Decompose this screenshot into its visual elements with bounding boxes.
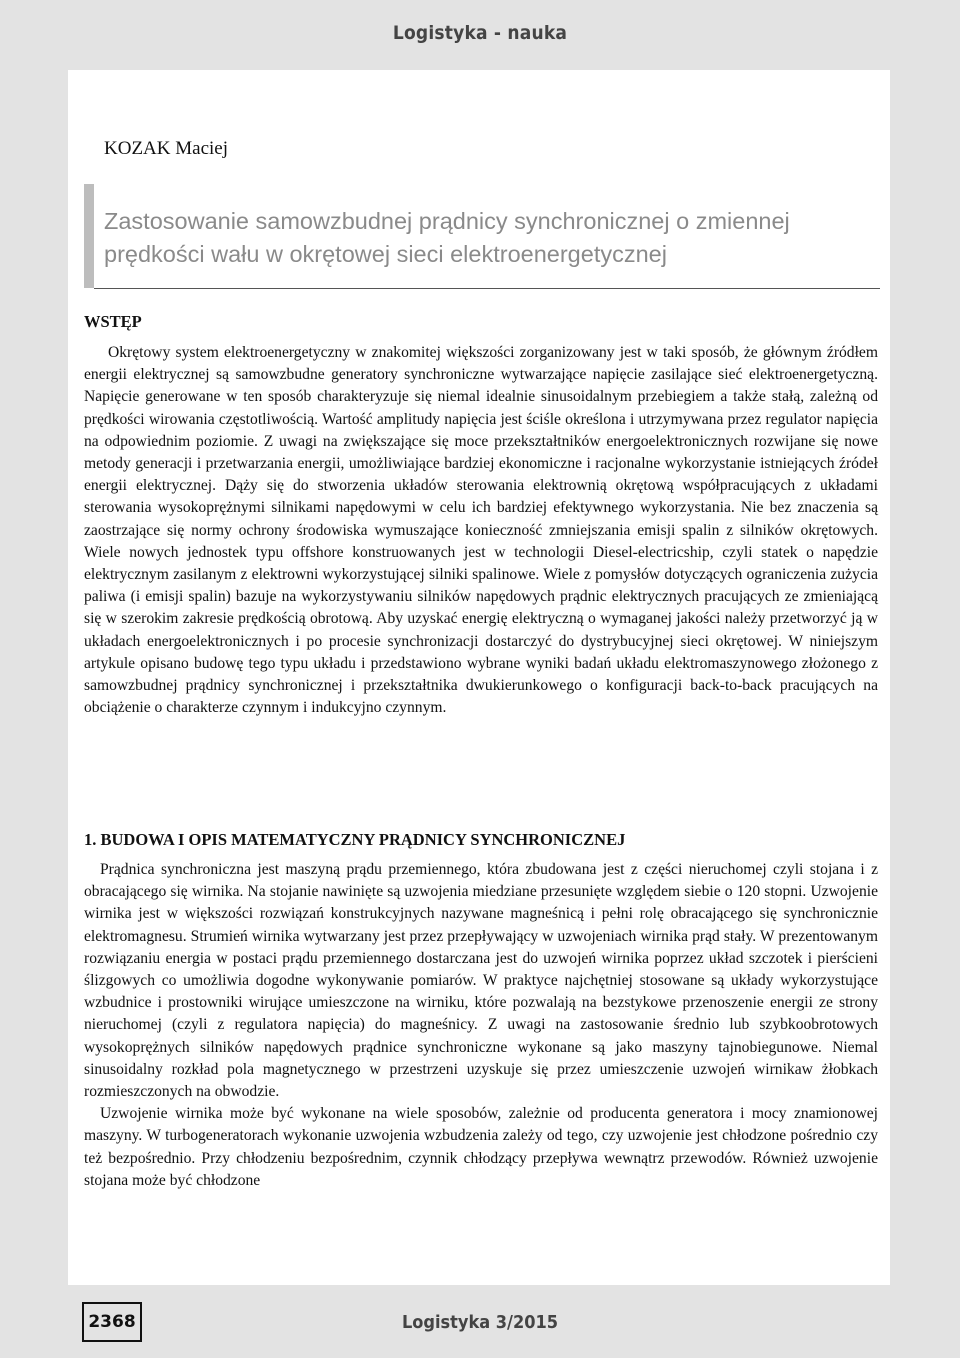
running-header: Logistyka - nauka bbox=[392, 22, 568, 44]
journal-footer: Logistyka 3/2015 bbox=[401, 1312, 559, 1333]
section-1-body bbox=[84, 859, 878, 1192]
section-1-heading: 1. BUDOWA I OPIS MATEMATYCZNY PRĄDNICY SYNCHRONICZNEJ bbox=[84, 830, 626, 849]
page-number: 2368 bbox=[82, 1302, 142, 1342]
intro-paragraph: Okrętowy system elektroenergetyczny w znakomitej większości zorganizowany jest w taki sposób, że głównym źródłem energii elektrycznej są samowzbudne generatory synchroniczne wytwarzające napięcie zasilające sieć elektroenergetyczną. Napięcie generowane w ten sposób charakteryzuje się niemal idealnie sinusoidalnym przebiegiem a także stałą, zależną od prędkości wirowania częstotliwością. Wartość amplitudy napięcia jest ściśle określona i utrzymywana przez regulator napięcia na odpowiednim poziomie. Z uwagi na zwiększające się moce przekształtników energoelektronicznych rozwijane się nowe metody generacji i przetwarzania energii, umożliwiające bardziej ekonomiczne i racjonalne wykorzystanie istniejących źródeł energii elektrycznej. Dąży się do stworzenia układów sterowania elektrownią okrętową współpracujących z układami sterowania wysokoprężnymi silnikami napędowymi w celu ich bardziej efektywnego wykorzystania. Nie bez znaczenia są zaostrzające się normy ochrony środowiska wymuszające konieczność zmniejszania emisji spalin z silników okrętowych. Wiele nowych jednostek typu offshore konstruowanych jest w technologii Diesel-electricship, czyli statek o napędzie elektrycznym zasilanym z elektrowni wykorzystującej silniki spalinowe. Wiele z pomysłów dotyczących ograniczenia zużycia paliwa (i emisji spalin) bazuje na wykorzystywaniu silników napędowych prądnic elektrycznych pracujących ze zmieniającą się w szerokim zakresie prędkością obrotową. Aby uzyskać energię elektryczną o wymaganej jakości należy przetworzyć ją w układach energoelektronicznych i po procesie synchronizacji dostarczyć do dystrybucyjnej sieci okrętowej. W niniejszym artykule opisano budowę tego typu układu i przedstawiono wybrane wyniki badań układu elektromaszynowego złożonego z samowzbudnej prądnicy synchronicznej i przekształtnika dwukierunkowego o konfiguracji back-to-back pracujących na obciążenie o charakterze czynnym i indukcyjno czynnym. bbox=[84, 344, 878, 717]
intro-section bbox=[84, 342, 878, 719]
title-accent-bar bbox=[84, 184, 94, 288]
section-1-paragraph-2: Uzwojenie wirnika może być wykonane na wiele sposobów, zależnie od producenta generatora i mocy znamionowej maszyny. W turbogeneratorach wykonanie uzwojenia wzbudzenia zależy od tego, czy uzwojenie jest chłodzone pośrednio czy też bezpośrednio. Przy chłodzeniu bezpośrednim, czynnik chłodzący przepływa wewnątrz przewodów. Również uzwojenie stojana może być chłodzone bbox=[84, 1105, 878, 1189]
author-name: KOZAK Maciej bbox=[104, 138, 228, 159]
section-1-paragraph-1: Prądnica synchroniczna jest maszyną prądu przemiennego, która zbudowana jest z części nieruchomej czyli stojana i z obracającego się wirnika. Na stojanie nawinięte są uzwojenia miedziane przesunięte względem siebie o 120 stopni. Uzwojenie wirnika jest w większości rozwiązań konstrukcyjnych nazywane magneśnicą i pełni rolę obracającego się synchronicznie elektromagnesu. Strumień wirnika wytwarzany jest przez przepływający w uzwojeniach wirnika prąd stały. W prezentowanym rozwiązaniu energia w postaci prądu przemiennego dostarczana jest do uzwojeń wirnika poprzez układ szczotek i pierścieni ślizgowych co umożliwia dogodne wykonywanie pomiarów. W praktyce najchętniej stosowane są układy wykorzystujące wzbudnice i prostowniki wirujące umieszczone na wirniku, które pozwalają na bezstykowe przenoszenie energii ze strony nieruchomej (czyli z regulatora napięcia) do magneśnicy. Z uwagi na zastosowanie średnio lub szybkoobrotowych wysokoprężnych silników napędowych prądnice synchroniczne wykonane są jako maszyny tajnobiegunowe. Niemal sinusoidalny rozkład pola magnetycznego w przestrzeni uzyskuje się przez umieszczenie uzwojeń wirnikaw żłobkach rozmieszczonych na obwodzie. bbox=[84, 861, 878, 1101]
intro-heading: WSTĘP bbox=[84, 312, 142, 331]
article-title: Zastosowanie samowzbudnej prądnicy synchronicznej o zmiennej prędkości wału w okrętowej sieci elektroenergetycznej bbox=[104, 208, 790, 267]
title-divider bbox=[94, 288, 880, 289]
